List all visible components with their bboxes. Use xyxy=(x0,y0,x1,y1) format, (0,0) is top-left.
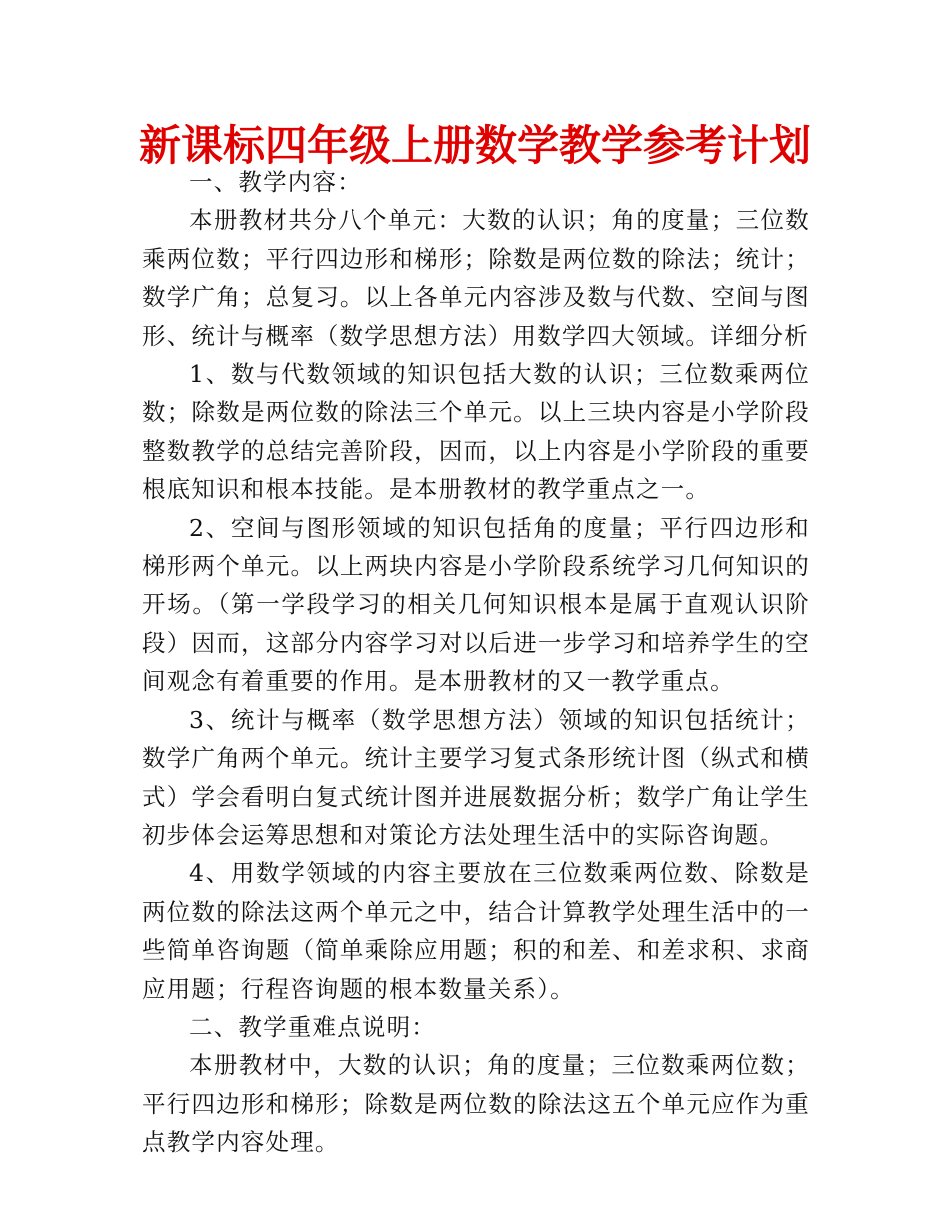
section-heading-teaching-content: 一、教学内容： xyxy=(189,168,362,196)
document-body xyxy=(142,163,810,1162)
paragraph-applied-math: 4、用数学领域的内容主要放在三位数乘两位数、除数是两位数的除法这两个单元之中，结合计算教学处理生活中的一些简单咨询题（简单乘除应用题；积的和差、和差求积、求商应用题；行程咨询题的根本数量关系）。 xyxy=(142,859,810,1003)
paragraph-overview: 本册教材共分八个单元：大数的认识；角的度量；三位数乘两位数；平行四边形和梯形；除数是两位数的除法；统计；数学广角；总复习。以上各单元内容涉及数与代数、空间与图形、统计与概率（数学思想方法）用数学四大领域。详细分析 xyxy=(142,206,810,350)
section-heading-key-points: 二、教学重难点说明： xyxy=(189,1012,436,1041)
paragraph-key-units: 本册教材中，大数的认识；角的度量；三位数乘两位数；平行四边形和梯形；除数是两位数的除法这五个单元应作为重点教学内容处理。 xyxy=(142,1051,810,1157)
paragraph-number-algebra: 1、数与代数领域的知识包括大数的认识；三位数乘两位数；除数是两位数的除法三个单元。以上三块内容是小学阶段整数教学的总结完善阶段，因而，以上内容是小学阶段的重要根底知识和根本技能。是本册教材的教学重点之一。 xyxy=(142,360,810,504)
document-title: 新课标四年级上册数学教学参考计划 xyxy=(138,121,811,170)
paragraph-space-shape: 2、空间与图形领域的知识包括角的度量；平行四边形和梯形两个单元。以上两块内容是小学阶段系统学习几何知识的开场。（第一学段学习的相关几何知识根本是属于直观认识阶段）因而，这部分内容学习对以后进一步学习和培养学生的空间观念有着重要的作用。是本册教材的又一教学重点。 xyxy=(142,513,810,696)
paragraph-statistics-probability: 3、统计与概率（数学思想方法）领域的知识包括统计；数学广角两个单元。统计主要学习复式条形统计图（纵式和横式）学会看明白复式统计图并进展数据分析；数学广角让学生初步体会运筹思想和对策论方法处理生活中的实际咨询题。 xyxy=(142,705,810,849)
